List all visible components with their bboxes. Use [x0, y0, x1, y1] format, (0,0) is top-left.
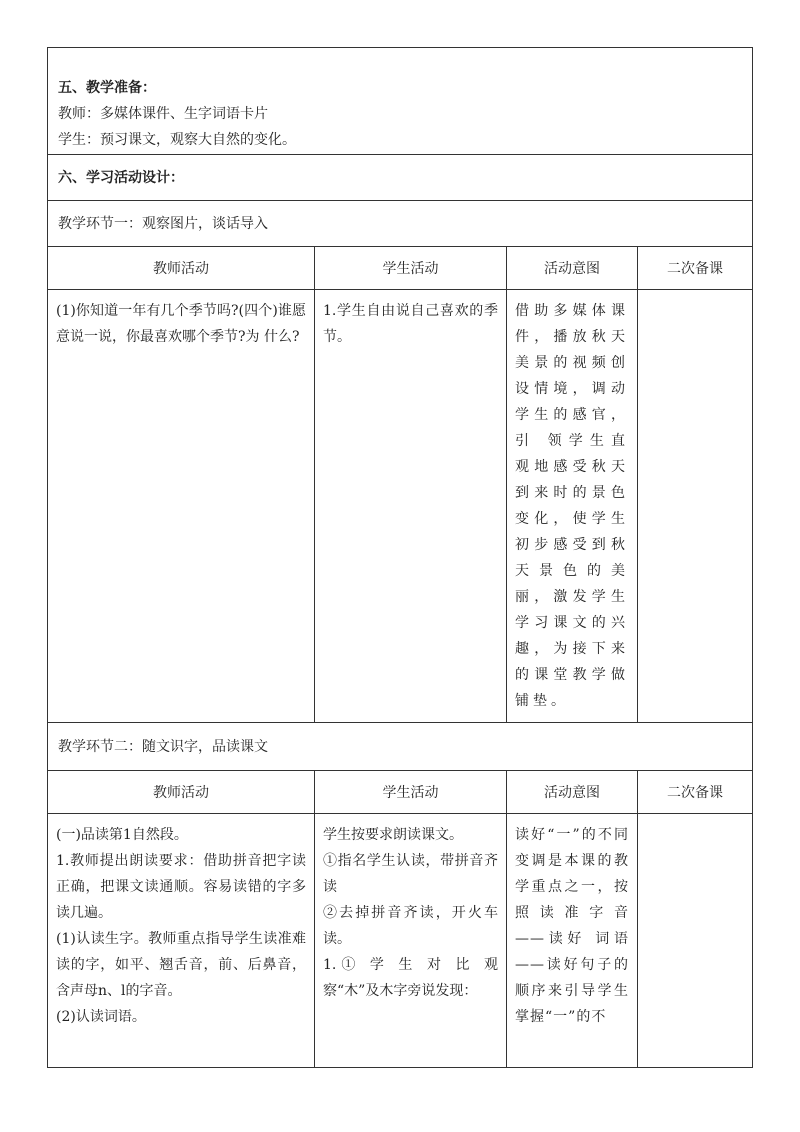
stage2-teacher-line: (2)认读词语。 [56, 1009, 146, 1025]
col-header-second-prep-2: 二次备课 [638, 771, 753, 814]
stage2-student-line: ①指名学生认读，带拼音齐读 [323, 853, 498, 895]
stage2-student-line: ②去掉拼音齐读，开火车读。 [323, 905, 498, 947]
lesson-plan-table [47, 47, 753, 1068]
stage2-teacher-line: (一)品读第1自然段。 [56, 827, 188, 843]
col-header-teacher-activity-2: 教师活动 [48, 771, 315, 814]
stage1-second-prep [638, 290, 753, 723]
stage1-teacher-activity: (1)你知道一年有几个季节吗?(四个)谁愿意说一说，你最喜欢哪个季节?为 什么? [48, 290, 315, 723]
col-header-second-prep: 二次备课 [638, 247, 753, 290]
stage2-activity-intent: 读好“一”的不同变调是本课的教学重点之一，按 照 读 准 字 音——读好 词语——读好句子的顺序来引导学生掌握“一”的不 [507, 814, 638, 1068]
col-header-activity-intent-2: 活动意图 [507, 771, 638, 814]
section6-title: 六、学习活动设计： [48, 155, 753, 201]
section5-student-prep: 学生：预习课文，观察大自然的变化。 [58, 132, 296, 148]
stage2-title: 教学环节二：随文识字，品读课文 [48, 723, 753, 771]
stage2-student-line: 1.① 学 生 对 比 观 察“木”及木字旁说发现： [323, 957, 498, 999]
col-header-teacher-activity: 教师活动 [48, 247, 315, 290]
col-header-student-activity: 学生活动 [315, 247, 507, 290]
stage2-teacher-activity [48, 814, 315, 1068]
stage1-student-activity: 1.学生自由说自己喜欢的季节。 [315, 290, 507, 723]
section5-teacher-prep: 教师：多媒体课件、生字词语卡片 [58, 106, 268, 122]
stage1-title: 教学环节一：观察图片，谈话导入 [48, 201, 753, 247]
section5-title: 五、教学准备： [58, 80, 156, 96]
stage2-student-line: 学生按要求朗读课文。 [323, 827, 463, 843]
stage2-second-prep [638, 814, 753, 1068]
stage2-student-activity [315, 814, 507, 1068]
col-header-student-activity-2: 学生活动 [315, 771, 507, 814]
stage2-teacher-line: 1.教师提出朗读要求：借助拼音把字读正确，把课文读通顺。容易读错的字多读几遍。 [56, 853, 306, 921]
col-header-activity-intent: 活动意图 [507, 247, 638, 290]
stage2-teacher-line: (1)认读生字。教师重点指导学生读准难读的字，如平、翘舌音，前、后鼻音，含声母n、l的字音。 [56, 931, 306, 999]
section5-teaching-prep [48, 48, 753, 155]
stage1-activity-intent: 借助多媒体课件，播放秋天美景的视频创设情境，调动学生的感官，引 领学生直观地感受秋天到来时的景色变化，使学生初步感受到秋天景色的美丽，激发学生学习课文的兴趣，为接下来的课堂教学做铺垫。 [507, 290, 638, 723]
